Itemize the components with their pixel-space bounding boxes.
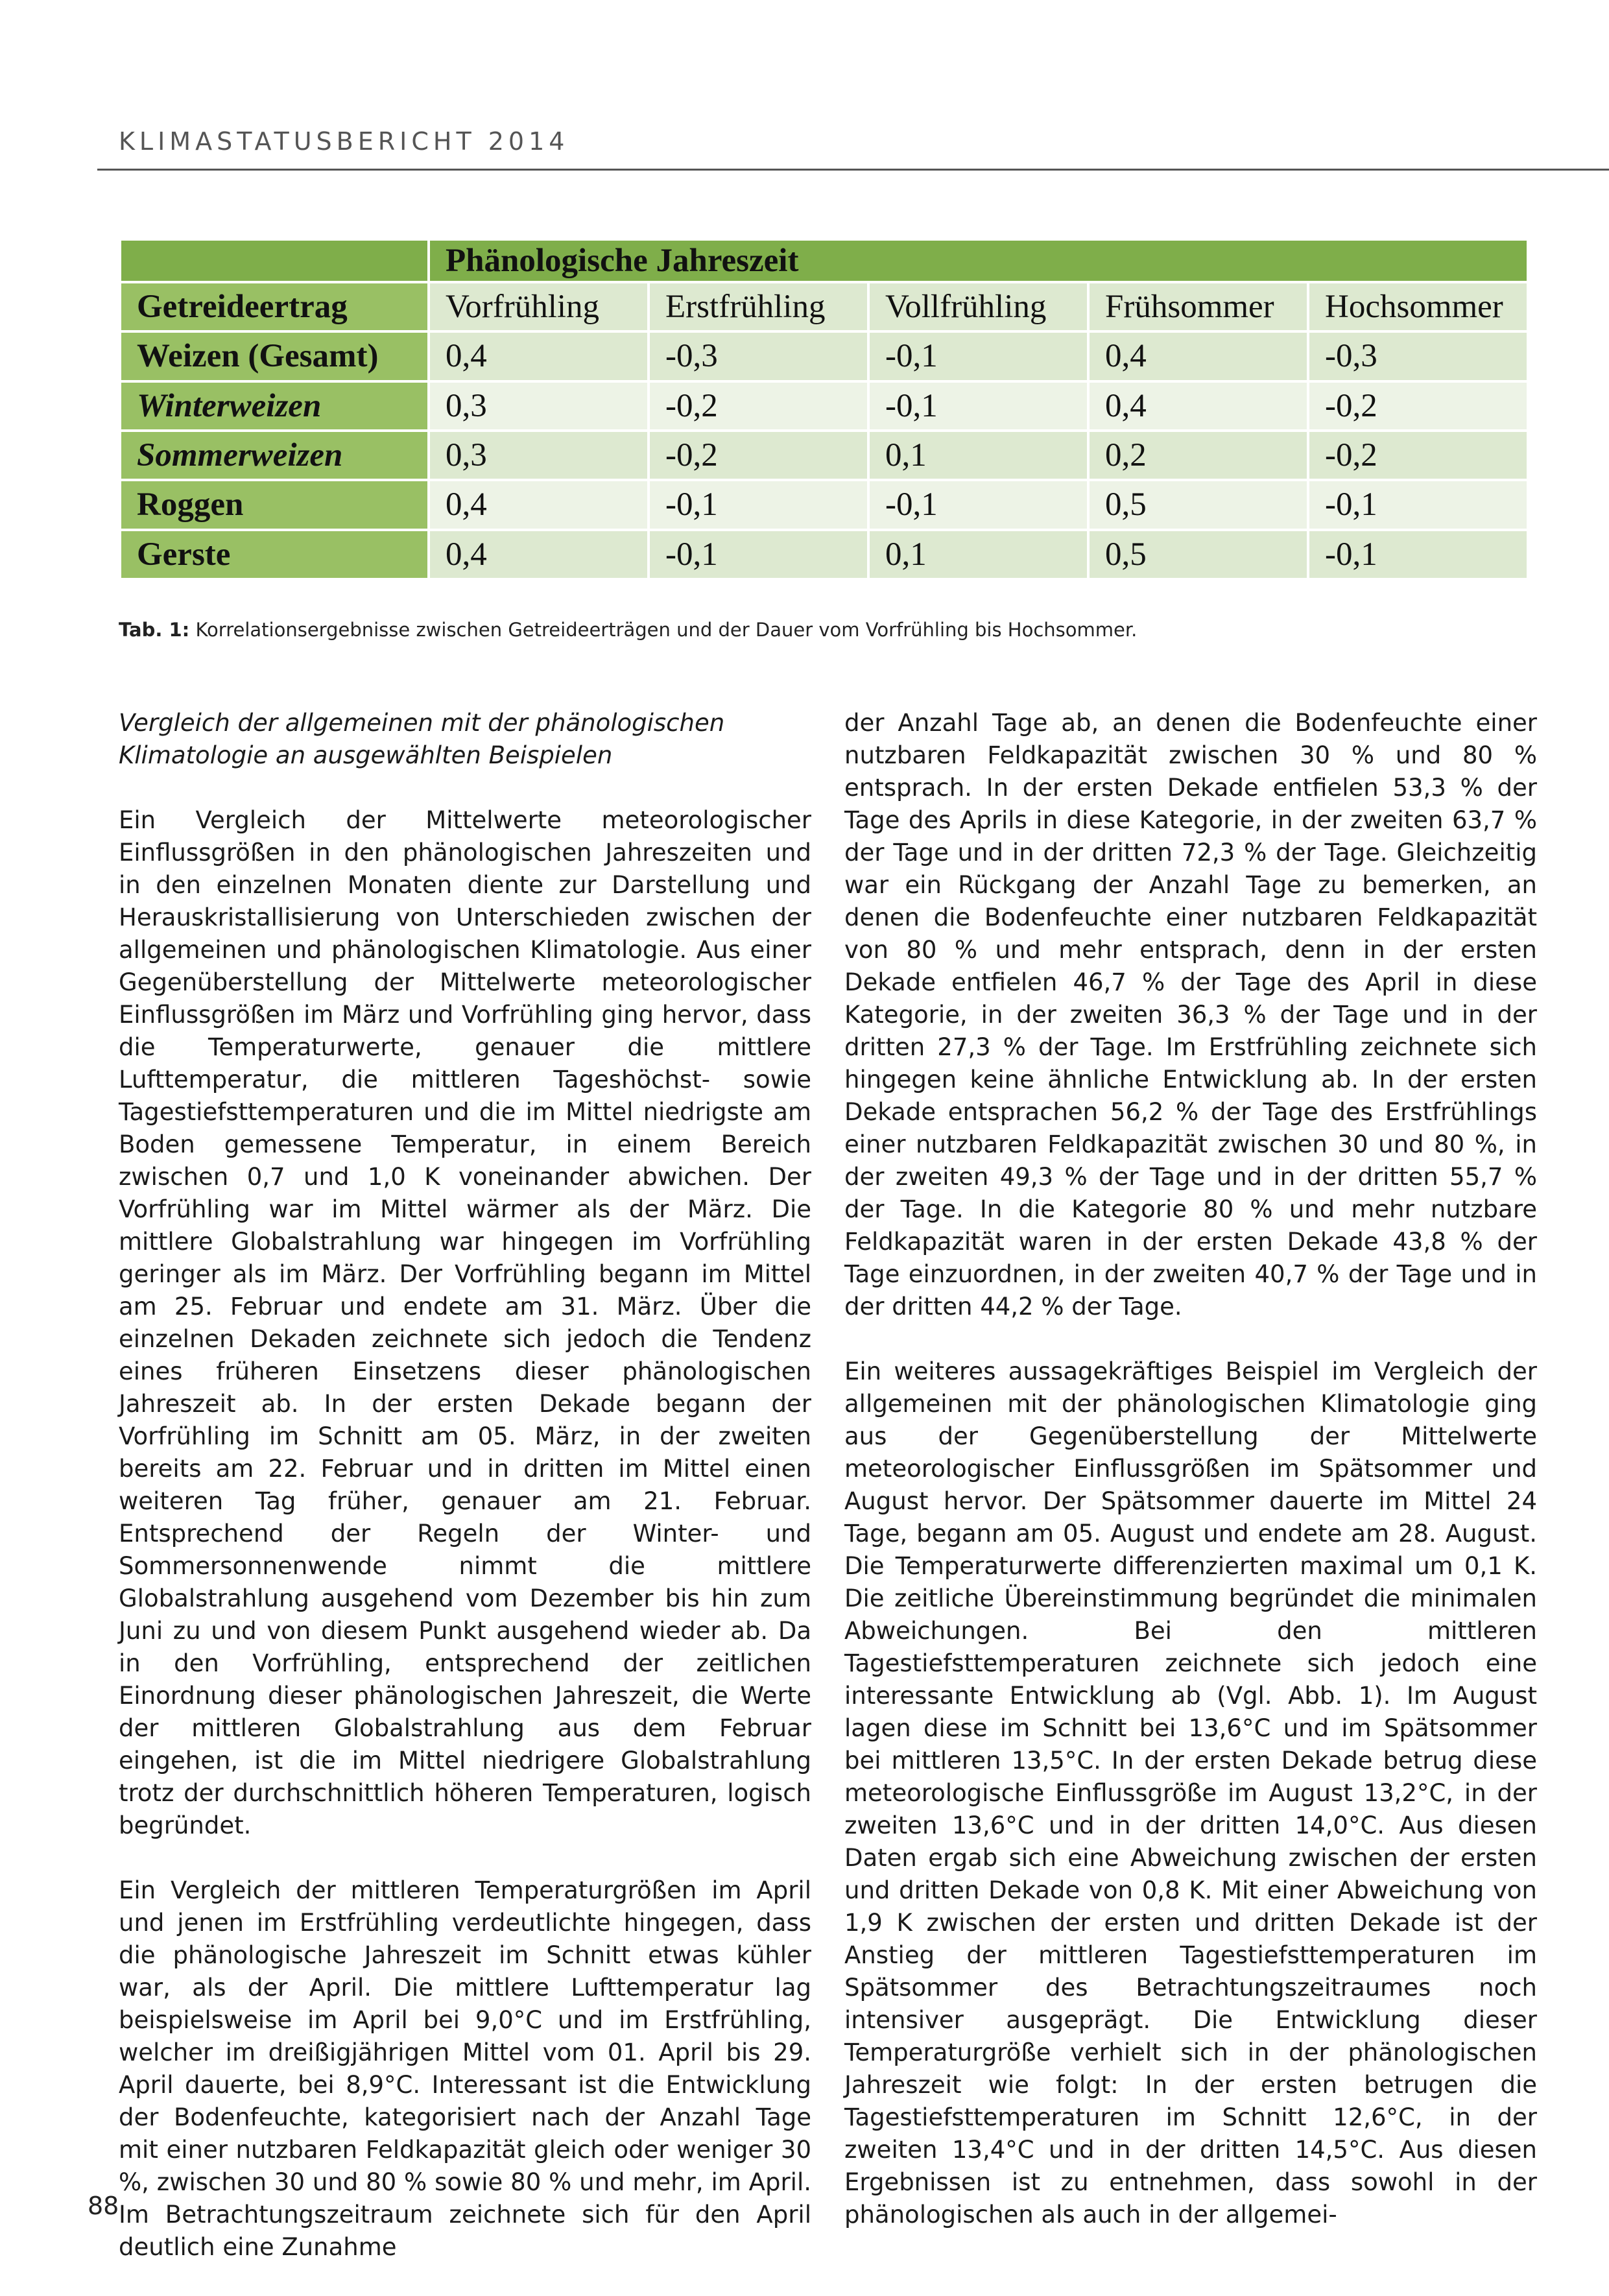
left-text-column (119, 707, 811, 2296)
table-cell: 0,2 (1088, 431, 1308, 480)
table-header-row (120, 282, 1528, 331)
table-cell: 0,1 (868, 530, 1088, 579)
running-header: KLIMASTATUSBERICHT 2014 (119, 127, 569, 156)
table-cell: 0,4 (429, 530, 649, 579)
section-heading: Vergleich der allgemeinen mit der phänologischen Klimatologie an ausgewählten Beispielen (119, 709, 725, 769)
row-label: Sommerweizen (120, 431, 429, 480)
table-group-header-row (120, 239, 1528, 282)
correlation-table (119, 238, 1529, 580)
table-cell: 0,5 (1088, 480, 1308, 529)
table-group-header: Phänologische Jahreszeit (429, 239, 1528, 282)
caption-text: Korrelationsergebnisse zwischen Getreideerträgen und der Dauer vom Vorfrühling bis Hochsommer. (189, 619, 1138, 641)
table-cell: -0,3 (649, 331, 868, 381)
table-row (120, 530, 1528, 579)
body-paragraph: Ein Vergleich der Mittelwerte meteorologischer Einflussgrößen in den phänologischen Jahreszeiten und in den einzelnen Monaten diente zur Darstellung und Herauskristallisierung von Unterschieden zwischen der allgemeinen und phänologischen Klimatologie. Aus einer Gegenüberstellung der Mittelwerte meteorologischer Einflussgrößen im März und Vorfrühling ging hervor, dass die Temperaturwerte, genauer die mittlere Lufttemperatur, die mittleren Tageshöchst- sowie Tagestiefsttemperaturen und die im Mittel niedrigste am Boden gemessene Temperatur, in einem Bereich zwischen 0,7 und 1,0 K voneinander abwichen. Der Vorfrühling war im Mittel wärmer als der März. Die mittlere Globalstrahlung war hingegen im Vorfrühling geringer als im März. Der Vorfrühling begann im Mittel am 25. Februar und endete am 31. März. Über die einzelnen Dekaden zeichnete sich jedoch die Tendenz eines früheren Einsetzens dieser phänologischen Jahreszeit ab. In der ersten Dekade begann der Vorfrühling im Schnitt am 05. März, in der zweiten bereits am 22. Februar und in dritten im Mittel einen weiteren Tag früher, genauer am 21. Februar. Entsprechend der Regeln der Winter- und Sommersonnenwende nimmt die mittlere Globalstrahlung ausgehend vom Dezember bis hin zum Juni zu und von diesem Punkt ausgehend wieder ab. Da in den Vorfrühling, entsprechend der zeitlichen Einordnung dieser phänologischen Jahreszeit, die Werte der mittleren Globalstrahlung aus dem Februar eingehen, ist die im Mittel niedrigere Globalstrahlung trotz der durchschnittlich höheren Temperaturen, logisch begründet. (119, 806, 811, 1839)
table-cell: -0,2 (1308, 431, 1528, 480)
caption-label: Tab. 1: (119, 619, 190, 641)
table-cell: -0,2 (649, 431, 868, 480)
table-cell: 0,4 (429, 480, 649, 529)
table-row (120, 381, 1528, 431)
table-cell: -0,1 (1308, 530, 1528, 579)
table-cell: -0,2 (649, 381, 868, 431)
table-cell: -0,1 (868, 480, 1088, 529)
table-cell: 0,5 (1088, 530, 1308, 579)
table-cell: -0,1 (649, 480, 868, 529)
table-row (120, 480, 1528, 529)
body-paragraph: Ein weiteres aussagekräftiges Beispiel im Vergleich der allgemeinen mit der phänologischen Klimatologie ging aus der Gegenüberstellung der Mittelwerte meteorologischer Einflussgrößen im Spätsommer und August hervor. Der Spätsommer dauerte im Mittel 24 Tage, begann am 05. August und endete am 28. August. Die Temperaturwerte differenzierten maximal um 0,1 K. Die zeitliche Übereinstimmung begründet die minimalen Abweichungen. Bei den mittleren Tagestiefsttemperaturen zeichnete sich jedoch eine interessante Entwicklung ab (Vgl. Abb. 1). Im August lagen diese im Schnitt bei 13,6°C und im Spätsommer bei mittleren 13,5°C. In der ersten Dekade betrug diese meteorologische Einflussgröße im August 13,2°C, in der zweiten 13,6°C und in der dritten 14,0°C. Aus diesen Daten ergab sich eine Abweichung zwischen der ersten und dritten Dekade von 0,8 K. Mit einer Abweichung von 1,9 K zwischen der ersten und dritten Dekade ist der Anstieg der mittleren Tagestiefsttemperaturen im Spätsommer des Betrachtungszeitraumes noch intensiver ausgeprägt. Die Entwicklung dieser Temperaturgröße verhielt sich in der phänologischen Jahreszeit wie folgt: In der ersten betrugen die Tagestiefsttemperaturen im Schnitt 12,6°C, in der zweiten 13,4°C und in der dritten 14,5°C. Aus diesen Ergebnissen ist zu entnehmen, dass sowohl in der phänologischen als auch in der allgemei- (844, 1357, 1537, 2229)
column-header: Frühsommer (1088, 282, 1308, 331)
row-label: Weizen (Gesamt) (120, 331, 429, 381)
table-cell: 0,4 (1088, 381, 1308, 431)
table-cell: -0,1 (868, 331, 1088, 381)
table-caption (119, 619, 1545, 641)
table-cell: 0,4 (429, 331, 649, 381)
right-text-column (844, 707, 1537, 2264)
body-paragraph: der Anzahl Tage ab, an denen die Bodenfeuchte einer nutzbaren Feldkapazität zwischen 30 % und 80 % entsprach. In der ersten Dekade entfielen 53,3 % der Tage des Aprils in diese Kategorie, in der zweiten 63,7 % der Tage und in der dritten 72,3 % der Tage. Gleichzeitig war ein Rückgang der Anzahl Tage zu bemerken, an denen die Bodenfeuchte einer nutzbaren Feldkapazität von 80 % und mehr entsprach, denn in der ersten Dekade entfielen 46,7 % der Tage des April in diese Kategorie, in der zweiten 36,3 % der Tage und in der dritten 27,3 % der Tage. Im Erstfrühling zeichnete sich hingegen keine ähnliche Entwicklung ab. In der ersten Dekade entsprachen 56,2 % der Tage des Erstfrühlings einer nutzbaren Feldkapazität zwischen 30 und 80 %, in der zweiten 49,3 % der Tage und in der dritten 55,7 % der Tage. In die Kategorie 80 % und mehr nutzbare Feldkapazität waren in der ersten Dekade 43,8 % der Tage einzuordnen, in der zweiten 40,7 % der Tage und in der dritten 44,2 % der Tage. (844, 709, 1537, 1321)
table-cell: -0,1 (649, 530, 868, 579)
column-header: Vorfrühling (429, 282, 649, 331)
page-number: 88 (88, 2192, 119, 2220)
table-cell: -0,2 (1308, 381, 1528, 431)
table-cell: -0,1 (868, 381, 1088, 431)
column-header: Erstfrühling (649, 282, 868, 331)
table-corner-cell (120, 239, 429, 282)
column-header: Vollfrühling (868, 282, 1088, 331)
table-row (120, 431, 1528, 480)
body-paragraph: Ein Vergleich der mittleren Temperaturgrößen im April und jenen im Erstfrühling verdeutlichte hingegen, dass die phänologische Jahreszeit im Schnitt etwas kühler war, als der April. Die mittlere Lufttemperatur lag beispielsweise im April bei 9,0°C und im Erstfrühling, welcher im dreißigjährigen Mittel vom 01. April bis 29. April dauerte, bei 8,9°C. Interessant ist die Entwicklung der Bodenfeuchte, kategorisiert nach der Anzahl Tage mit einer nutzbaren Feldkapazität gleich oder weniger 30 %, zwischen 30 und 80 % sowie 80 % und mehr, im April. Im Betrachtungszeitraum zeichnete sich für den April deutlich eine Zunahme (119, 1876, 811, 2261)
table-cell: 0,4 (1088, 331, 1308, 381)
table-cell: 0,1 (868, 431, 1088, 480)
table-row (120, 331, 1528, 381)
table-cell: 0,3 (429, 381, 649, 431)
table-row-header: Getreideertrag (120, 282, 429, 331)
row-label: Winterweizen (120, 381, 429, 431)
header-rule (97, 169, 1609, 171)
table-cell: -0,3 (1308, 331, 1528, 381)
row-label: Gerste (120, 530, 429, 579)
column-header: Hochsommer (1308, 282, 1528, 331)
table-cell: -0,1 (1308, 480, 1528, 529)
table-cell: 0,3 (429, 431, 649, 480)
row-label: Roggen (120, 480, 429, 529)
